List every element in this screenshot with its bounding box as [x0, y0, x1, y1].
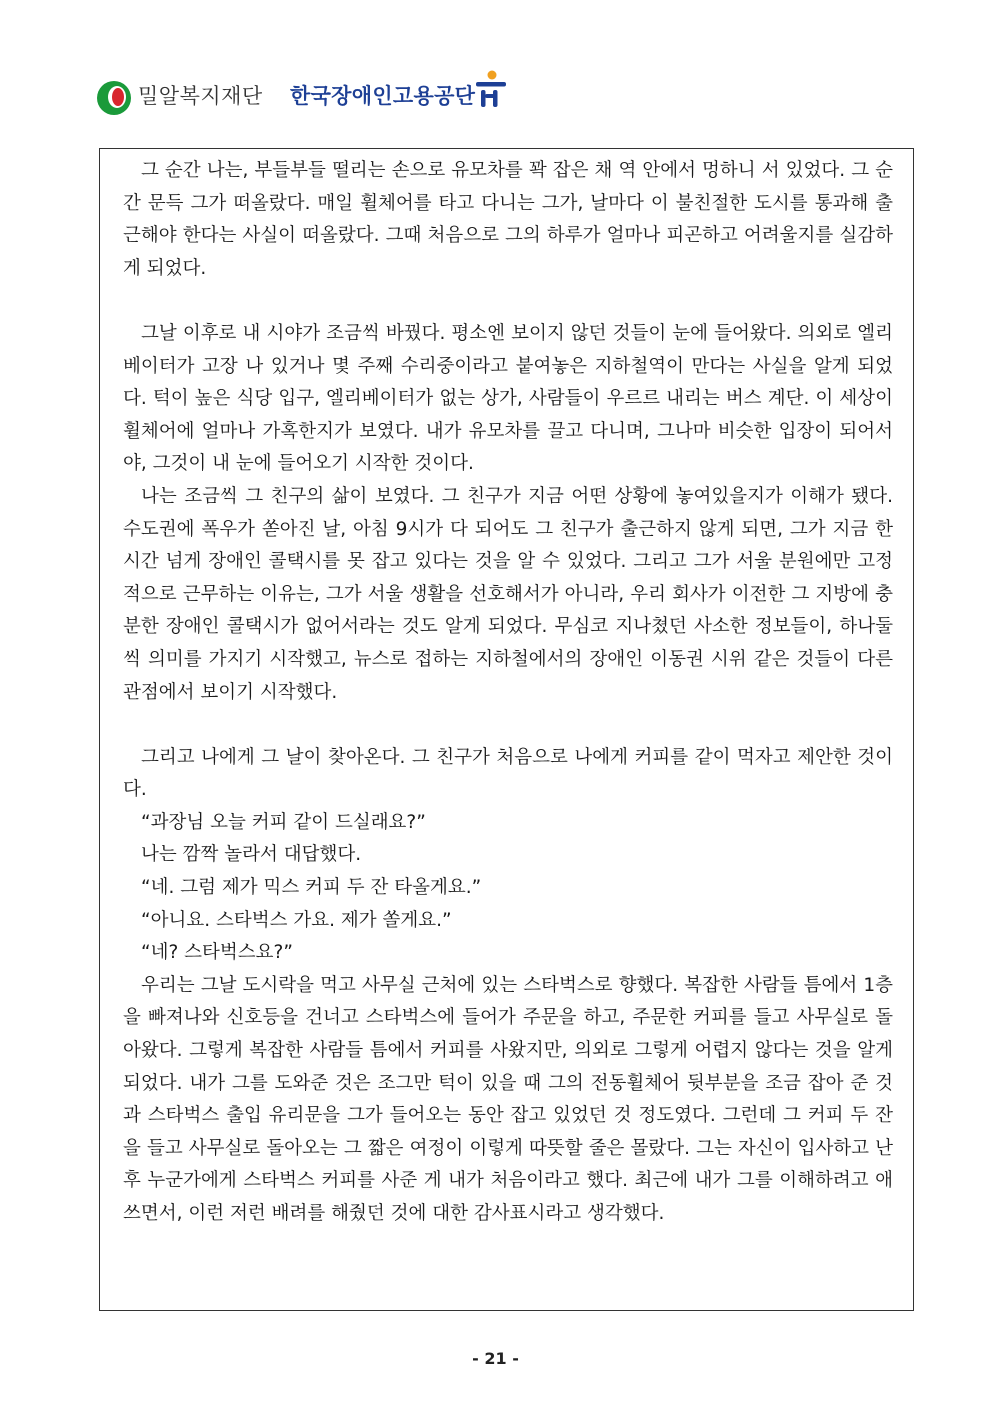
dialogue-line: “아니요. 스타벅스 가요. 제가 쏠게요.”: [141, 909, 452, 931]
dialogue-line: “네. 그럼 제가 믹스 커피 두 잔 타올게요.”: [141, 877, 482, 899]
paragraph: 나는 깜짝 놀라서 대답했다.: [141, 844, 362, 866]
dialogue-line: “과장님 오늘 커피 같이 드실래요?”: [141, 811, 426, 833]
milal-logo-icon: [94, 78, 134, 116]
content-box: [99, 148, 914, 1311]
milal-foundation-name: 밀알복지재단: [138, 84, 263, 108]
dialogue-line: “네? 스타벅스요?”: [141, 942, 293, 964]
paragraph: 나는 조금씩 그 친구의 삶이 보였다. 그 친구가 지금 어떤 상황에 놓여있을지가 이해가 됐다. 수도권에 폭우가 쏟아진 날, 아침 9시가 다 되어도 그 친구가 출근하지 않게 되면, 그가 지금 한 시간 넘게 장애인 콜택시를 못 잡고 있다는 것을 알 수 있었다. 그리고 그가 서울 분원에만 고정적으로 근무하는 이유는, 그가 서울 생활을 선호해서가 아니라, 우리 회사가 이전한 그 지방에 충분한 장애인 콜택시가 없어서라는 것도 알게 되었다. 무심코 지나쳤던 사소한 정보들이, 하나둘씩 의미를 가지기 시작했고, 뉴스로 접하는 지하철에서의 장애인 이동권 시위 같은 것들이 다른 관점에서 보이기 시작했다.: [123, 485, 893, 703]
blank-line: [123, 285, 893, 318]
blank-line: [123, 709, 893, 742]
header: [94, 68, 534, 128]
paragraph: 그리고 나에게 그 날이 찾아온다. 그 친구가 처음으로 나에게 커피를 같이 먹자고 제안한 것이다.: [123, 746, 893, 801]
page-number: - 21 -: [472, 1349, 519, 1368]
essay-text: [123, 155, 893, 1231]
paragraph: 우리는 그날 도시락을 먹고 사무실 근처에 있는 스타벅스로 향했다. 복잡한 사람들 틈에서 1층을 빠져나와 신호등을 건너고 스타벅스에 들어가 주문을 하고, 주문한 커피를 들고 사무실로 돌아왔다. 그렇게 복잡한 사람들 틈에서 커피를 사왔지만, 의외로 그렇게 어렵지 않다는 것을 알게 되었다. 내가 그를 도와준 것은 조그만 턱이 있을 때 그의 전동휠체어 뒷부분을 조금 잡아 준 것과 스타벅스 출입 유리문을 그가 들어오는 동안 잡고 있었던 것 정도였다. 그런데 그 커피 두 잔을 들고 사무실로 돌아오는 그 짧은 여정이 이렇게 따뜻할 줄은 몰랐다. 그는 자신이 입사하고 난 후 누군가에게 스타벅스 커피를 사준 게 내가 처음이라고 했다. 최근에 내가 그를 이해하려고 애쓰면서, 이런 저런 배려를 해줬던 것에 대한 감사표시라고 생각했다.: [123, 974, 893, 1224]
kead-logo-icon: [472, 68, 512, 110]
paragraph: 그날 이후로 내 시야가 조금씩 바꿨다. 평소엔 보이지 않던 것들이 눈에 들어왔다. 의외로 엘리베이터가 고장 나 있거나 몇 주째 수리중이라고 붙여놓은 지하철역이 만다는 사실을 알게 되었다. 턱이 높은 식당 입구, 엘리베이터가 없는 상가, 사람들이 우르르 내리는 버스 계단. 이 세상이 휠체어에 얼마나 가혹한지가 보였다. 내가 유모차를 끌고 다니며, 그나마 비슷한 입장이 되어서야, 그것이 내 눈에 들어오기 시작한 것이다.: [123, 322, 893, 475]
paragraph: 그 순간 나는, 부들부들 떨리는 손으로 유모차를 꽉 잡은 채 역 안에서 멍하니 서 있었다. 그 순간 문득 그가 떠올랐다. 매일 휠체어를 타고 다니는 그가, 날마다 이 불친절한 도시를 통과해 출근해야 한다는 사실이 떠올랐다. 그때 처음으로 그의 하루가 얼마나 피곤하고 어려울지를 실감하게 되었다.: [123, 160, 893, 279]
kead-name: 한국장애인고용공단: [290, 84, 476, 108]
